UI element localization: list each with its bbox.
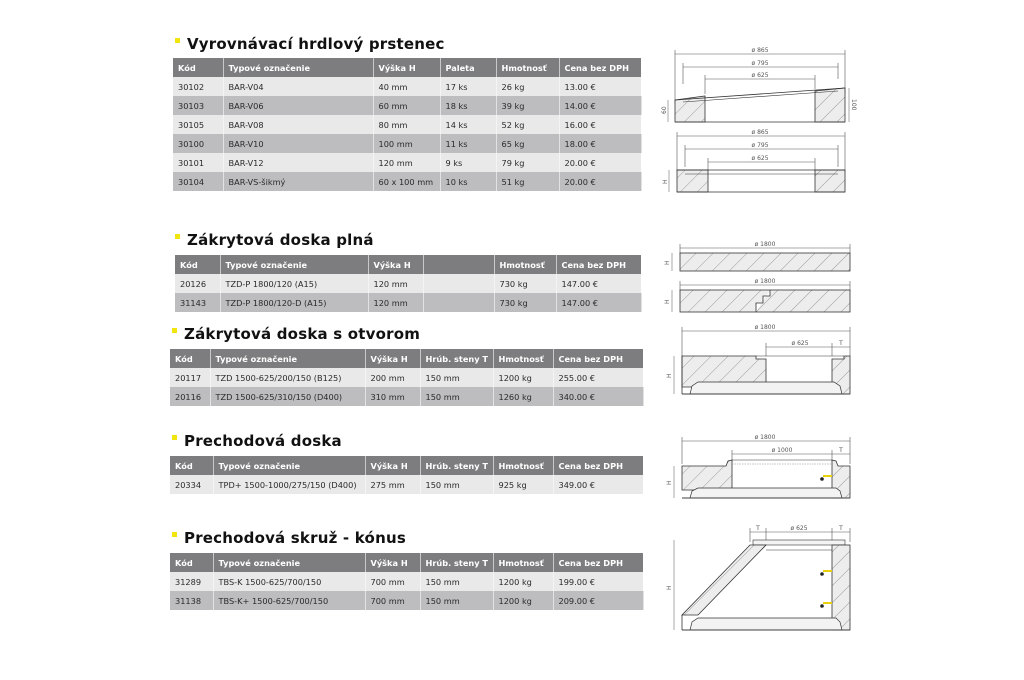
cell-kod: 31138 (170, 591, 213, 610)
diagram-cover-slab-opening (660, 322, 855, 397)
cell-hrubka: 150 mm (420, 572, 493, 591)
col-header-cena: Cena bez DPH (553, 456, 643, 475)
svg-text:ø 1800: ø 1800 (754, 278, 776, 285)
svg-text:ø 865: ø 865 (751, 47, 769, 54)
cell-vyska: 120 mm (368, 274, 423, 293)
section-title-vyrovnavaci-prstenec (175, 35, 445, 53)
cell-cena: 16.00 € (559, 115, 641, 134)
section-title-zakrytova-plna (175, 231, 374, 249)
diagram-ring-flat (660, 127, 850, 197)
svg-text:T: T (756, 525, 760, 532)
cell-cena: 209.00 € (553, 591, 643, 610)
table-row (170, 475, 643, 494)
cell-typ: TBS-K+ 1500-625/700/150 (213, 591, 365, 610)
cell-empty (423, 274, 494, 293)
cell-vyska: 80 mm (373, 115, 440, 134)
bullet-icon (175, 38, 180, 43)
table-row (170, 387, 643, 406)
cell-hrubka: 150 mm (420, 591, 493, 610)
svg-text:H: H (664, 299, 671, 304)
cell-typ: BAR-V04 (223, 77, 373, 96)
col-header-hmotnost: Hmotnosť (493, 456, 553, 475)
svg-text:ø 865: ø 865 (751, 129, 769, 136)
diagram-transition-cone (660, 520, 855, 640)
svg-text:H: H (666, 585, 673, 590)
table-row (175, 274, 641, 293)
cell-kod: 20334 (170, 475, 213, 494)
cell-cena: 18.00 € (559, 134, 641, 153)
cell-kod: 20126 (175, 274, 220, 293)
step-icon (820, 603, 832, 608)
cell-kod: 30104 (173, 172, 223, 191)
diagram-cover-slab-full (660, 238, 855, 318)
col-header-typove-oznacenie: Typové označenie (210, 349, 365, 368)
table-row (173, 134, 641, 153)
cell-hmotnost: 925 kg (493, 475, 553, 494)
cell-hmotnost: 730 kg (494, 274, 556, 293)
table-row (170, 591, 643, 610)
cell-typ: BAR-V12 (223, 153, 373, 172)
cell-kod: 31143 (175, 293, 220, 312)
cell-hmotnost: 65 kg (496, 134, 559, 153)
cell-typ: BAR-V08 (223, 115, 373, 134)
col-header-hmotnost: Hmotnosť (493, 349, 553, 368)
col-header-vyska: Výška H (365, 553, 420, 572)
col-header-vyska: Výška H (365, 456, 420, 475)
table-row (173, 77, 641, 96)
cell-vyska: 275 mm (365, 475, 420, 494)
col-header-kod: Kód (175, 255, 220, 274)
cell-kod: 31289 (170, 572, 213, 591)
svg-text:ø 795: ø 795 (751, 142, 769, 149)
cell-cena: 340.00 € (553, 387, 643, 406)
cell-hmotnost: 1260 kg (493, 387, 553, 406)
cell-typ: BAR-V10 (223, 134, 373, 153)
table-prechodova-doska (170, 456, 643, 494)
cell-cena: 13.00 € (559, 77, 641, 96)
cell-paleta: 18 ks (440, 96, 496, 115)
col-header-cena: Cena bez DPH (553, 553, 643, 572)
cell-kod: 30105 (173, 115, 223, 134)
cell-paleta: 11 ks (440, 134, 496, 153)
svg-text:60: 60 (661, 106, 668, 114)
cell-paleta: 14 ks (440, 115, 496, 134)
section-title-text: Zákrytová doska plná (187, 231, 374, 249)
cell-typ: TZD-P 1800/120 (A15) (220, 274, 368, 293)
cell-cena: 20.00 € (559, 153, 641, 172)
svg-text:T: T (839, 447, 843, 454)
cell-vyska: 200 mm (365, 368, 420, 387)
cell-vyska: 120 mm (368, 293, 423, 312)
cell-cena: 255.00 € (553, 368, 643, 387)
cell-vyska: 60 x 100 mm (373, 172, 440, 191)
section-title-text: Prechodová doska (184, 432, 342, 450)
cell-typ: TZD-P 1800/120-D (A15) (220, 293, 368, 312)
cell-vyska: 700 mm (365, 591, 420, 610)
table-prechodova-skruz (170, 553, 644, 610)
cell-typ: BAR-VS-šikmý (223, 172, 373, 191)
svg-text:ø 625: ø 625 (790, 525, 808, 532)
section-title-zakrytova-otvor (172, 325, 420, 343)
bullet-icon (172, 532, 177, 537)
cell-kod: 30103 (173, 96, 223, 115)
col-header-typove-oznacenie: Typové označenie (213, 553, 365, 572)
bullet-icon (172, 435, 177, 440)
table-row (173, 96, 641, 115)
svg-text:H: H (664, 260, 671, 265)
cell-hmotnost: 730 kg (494, 293, 556, 312)
svg-text:ø 1800: ø 1800 (754, 324, 776, 331)
svg-text:T: T (839, 525, 843, 532)
cell-hmotnost: 51 kg (496, 172, 559, 191)
section-title-text: Vyrovnávací hrdlový prstenec (187, 35, 445, 53)
col-header-hmotnost: Hmotnosť (493, 553, 553, 572)
table-row (170, 572, 643, 591)
table-zakrytova-plna (175, 255, 642, 312)
table-header-row (173, 58, 641, 77)
cell-typ: BAR-V06 (223, 96, 373, 115)
col-header-vyska: Výška H (365, 349, 420, 368)
col-header-kod: Kód (173, 58, 223, 77)
cell-cena: 147.00 € (556, 293, 641, 312)
cell-hmotnost: 1200 kg (493, 368, 553, 387)
cell-typ: TZD 1500-625/200/150 (B125) (210, 368, 365, 387)
svg-text:ø 625: ø 625 (751, 155, 769, 162)
svg-text:ø 1800: ø 1800 (754, 241, 776, 248)
cell-cena: 14.00 € (559, 96, 641, 115)
cell-hmotnost: 79 kg (496, 153, 559, 172)
col-header-kod: Kód (170, 456, 213, 475)
step-icon (820, 476, 832, 481)
section-title-text: Zákrytová doska s otvorom (184, 325, 421, 343)
cell-hmotnost: 39 kg (496, 96, 559, 115)
cell-kod: 20117 (170, 368, 210, 387)
cell-cena: 349.00 € (553, 475, 643, 494)
svg-text:ø 625: ø 625 (791, 340, 809, 347)
cell-vyska: 310 mm (365, 387, 420, 406)
table-row (173, 172, 641, 191)
cell-kod: 30102 (173, 77, 223, 96)
step-icon (820, 571, 832, 576)
cell-hrubka: 150 mm (420, 475, 493, 494)
section-title-text: Prechodová skruž - kónus (184, 529, 406, 547)
cell-kod: 20116 (170, 387, 210, 406)
cell-cena: 199.00 € (553, 572, 643, 591)
cell-vyska: 120 mm (373, 153, 440, 172)
cell-vyska: 700 mm (365, 572, 420, 591)
col-header-kod: Kód (170, 553, 213, 572)
svg-text:ø 1000: ø 1000 (771, 447, 793, 454)
cell-paleta: 9 ks (440, 153, 496, 172)
col-header-empty (423, 255, 494, 274)
cell-vyska: 100 mm (373, 134, 440, 153)
section-title-prechodova-doska (172, 432, 342, 450)
cell-kod: 30101 (173, 153, 223, 172)
table-vyrovnavaci-prstenec (173, 58, 642, 191)
col-header-typove-oznacenie: Typové označenie (220, 255, 368, 274)
cell-paleta: 17 ks (440, 77, 496, 96)
svg-text:ø 625: ø 625 (751, 72, 769, 79)
cell-kod: 30100 (173, 134, 223, 153)
col-header-cena: Cena bez DPH (556, 255, 641, 274)
cell-cena: 20.00 € (559, 172, 641, 191)
col-header-vyska: Výška H (368, 255, 423, 274)
col-header-paleta: Paleta (440, 58, 496, 77)
diagram-ring-slanted (660, 44, 857, 124)
col-header-hmotnost: Hmotnosť (494, 255, 556, 274)
col-header-hrubka: Hrúb. steny T (420, 456, 493, 475)
col-header-kod: Kód (170, 349, 210, 368)
col-header-vyska: Výška H (373, 58, 440, 77)
section-title-prechodova-skruz (172, 529, 406, 547)
cell-hmotnost: 52 kg (496, 115, 559, 134)
col-header-typove-oznacenie: Typové označenie (213, 456, 365, 475)
col-header-hmotnost: Hmotnosť (496, 58, 559, 77)
svg-text:H: H (662, 179, 669, 184)
bullet-icon (175, 234, 180, 239)
svg-text:100: 100 (850, 99, 857, 111)
cell-cena: 147.00 € (556, 274, 641, 293)
svg-text:H: H (666, 373, 673, 378)
svg-text:T: T (839, 340, 843, 347)
cell-vyska: 60 mm (373, 96, 440, 115)
svg-text:ø 795: ø 795 (751, 60, 769, 67)
table-header-row (170, 349, 643, 368)
bullet-icon (172, 328, 177, 333)
cell-hrubka: 150 mm (420, 368, 493, 387)
cell-hmotnost: 26 kg (496, 77, 559, 96)
table-row (173, 153, 641, 172)
cell-hmotnost: 1200 kg (493, 591, 553, 610)
col-header-typove-oznacenie: Typové označenie (223, 58, 373, 77)
cell-empty (423, 293, 494, 312)
cell-typ: TZD 1500-625/310/150 (D400) (210, 387, 365, 406)
col-header-cena: Cena bez DPH (559, 58, 641, 77)
svg-text:H: H (666, 480, 673, 485)
diagram-transition-slab (660, 428, 855, 503)
table-header-row (175, 255, 641, 274)
cell-hmotnost: 1200 kg (493, 572, 553, 591)
table-zakrytova-otvor (170, 349, 644, 406)
table-row (170, 368, 643, 387)
table-header-row (170, 553, 643, 572)
cell-typ: TPD+ 1500-1000/275/150 (D400) (213, 475, 365, 494)
svg-text:ø 1800: ø 1800 (754, 434, 776, 441)
col-header-hrubka: Hrúb. steny T (420, 349, 493, 368)
cell-vyska: 40 mm (373, 77, 440, 96)
cell-typ: TBS-K 1500-625/700/150 (213, 572, 365, 591)
col-header-hrubka: Hrúb. steny T (420, 553, 493, 572)
col-header-cena: Cena bez DPH (553, 349, 643, 368)
table-header-row (170, 456, 643, 475)
table-row (173, 115, 641, 134)
cell-hrubka: 150 mm (420, 387, 493, 406)
table-row (175, 293, 641, 312)
cell-paleta: 10 ks (440, 172, 496, 191)
